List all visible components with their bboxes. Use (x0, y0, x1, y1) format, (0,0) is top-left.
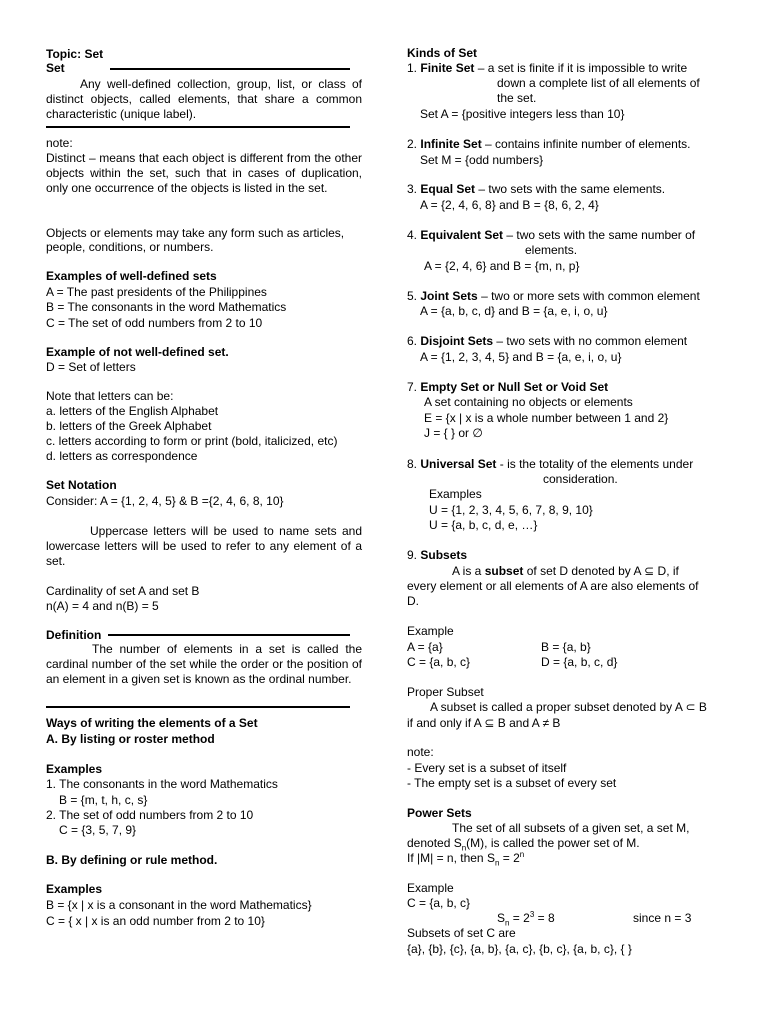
power-sets-heading: Power Sets (407, 806, 472, 820)
divider (46, 126, 350, 128)
kind-number: 8. (407, 457, 418, 471)
letters-item: a. letters of the English Alphabet (46, 404, 219, 418)
definition-text: The number of elements in a set is called the cardinal number of the set while the order or the position of an element in a given set is known as the ordinal number. (46, 642, 362, 686)
kind-disjoint (407, 334, 687, 349)
consider-line: Consider: A = {1, 2, 4, 5} & B ={2, 4, 6, 8, 10} (46, 494, 284, 508)
power-sets-text: If |M| = n, then $S_n = 2^n$ (407, 850, 525, 868)
kind-text: elements. (525, 243, 578, 257)
power-sets-text: denoted $S_n(M)$, is called the power set of M. (407, 836, 640, 853)
subset-definition: D. (407, 594, 419, 608)
kind-text: – a set is finite if it is impossible to write (477, 61, 688, 75)
kind-title: Finite Set (420, 61, 475, 75)
kind-text: consideration. (543, 472, 618, 486)
kind-example: Set A = {positive integers less than 10} (420, 107, 625, 121)
kind-equal (407, 182, 665, 197)
example-label: Example (407, 881, 454, 895)
rule-example: C = { x | x is an odd number from 2 to 10} (46, 914, 265, 928)
not-well-defined-heading: Example of not well-defined set. (46, 345, 229, 359)
objects-line: people, conditions, or numbers. (46, 240, 214, 254)
examples-label: Examples (46, 882, 103, 896)
uppercase-note: Uppercase letters will be used to name sets and lowercase letters will be used to refer to any element of a set. (46, 524, 362, 568)
examples-label: Examples (429, 487, 482, 501)
divider (46, 706, 350, 708)
kind-example: A = {2, 4, 6, 8} and B = {8, 6, 2, 4} (420, 198, 599, 212)
examples-label: Examples (46, 762, 103, 776)
kind-infinite (407, 137, 691, 152)
kind-text: A set containing no objects or elements (424, 395, 633, 409)
kind-number: 5. (407, 289, 418, 303)
kind-title: Empty Set or Null Set or Void Set (420, 380, 609, 394)
subset-example: D = {a, b, c, d} (541, 655, 618, 669)
kind-universal (407, 457, 693, 472)
kind-text: – two sets with no common element (496, 334, 688, 348)
power-sets-text: The set of all subsets of a given set, a set M, (452, 821, 690, 835)
distinct-note: Distinct – means that each object is different from the other objects within the set, such that in cases of duplication, only one occurrence of the objects is listed in the set. (46, 151, 362, 195)
kind-text: – two sets with the same elements. (478, 182, 666, 196)
kind-number: 3. (407, 182, 418, 196)
kind-number: 1. (407, 61, 418, 75)
well-defined-item: C = The set of odd numbers from 2 to 10 (46, 316, 263, 330)
kind-title: Infinite Set (420, 137, 482, 151)
letters-item: c. letters according to form or print (bold, italicized, etc) (46, 434, 338, 448)
kind-number: 6. (407, 334, 418, 348)
note-item: - Every set is a subset of itself (407, 761, 567, 775)
kind-example: A = {a, b, c, d} and B = {a, e, i, o, u} (420, 304, 608, 318)
topic-title: Topic: Set (46, 47, 104, 61)
kind-title: Joint Sets (420, 289, 478, 303)
not-well-defined-item: D = Set of letters (46, 360, 136, 374)
note-label: note: (407, 745, 434, 759)
set-notation-heading: Set Notation (46, 478, 117, 492)
kind-subsets (407, 548, 467, 563)
kind-empty (407, 380, 608, 395)
letters-item: b. letters of the Greek Alphabet (46, 419, 212, 433)
subset-definition: A is a subset of set D denoted by A ⊆ D, if (452, 564, 679, 578)
kind-text: – two sets with the same number of (506, 228, 696, 242)
kind-joint (407, 289, 700, 304)
kinds-heading: Kinds of Set (407, 46, 478, 60)
roster-example: 2. The set of odd numbers from 2 to 10 (46, 808, 254, 822)
kind-text: the set. (497, 91, 537, 105)
rule-example: B = {x | x is a consonant in the word Mathematics} (46, 898, 312, 912)
proper-subset-text: A subset is called a proper subset denoted by A ⊂ B (430, 700, 707, 714)
kind-equivalent (407, 228, 695, 243)
kind-example: U = {1, 2, 3, 4, 5, 6, 7, 8, 9, 10} (429, 503, 593, 517)
roster-example-set: C = {3, 5, 7, 9} (59, 823, 137, 837)
roster-example: 1. The consonants in the word Mathematics (46, 777, 278, 791)
power-example-since: since n = 3 (633, 911, 692, 925)
power-example: Subsets of set C are (407, 926, 516, 940)
definition-heading: Definition (46, 628, 102, 642)
set-heading: Set (46, 61, 65, 75)
cardinality-line: Cardinality of set A and set B (46, 584, 200, 598)
kind-text: down a complete list of all elements of (497, 76, 700, 90)
example-label: Example (407, 624, 454, 638)
set-definition: Any well-defined collection, group, list, or class of distinct objects, called elements, that share a common characteristic (unique label). (46, 77, 362, 121)
rule-heading: B. By defining or rule method. (46, 853, 218, 867)
kind-number: 9. (407, 548, 418, 562)
well-defined-item: B = The consonants in the word Mathematics (46, 300, 287, 314)
kind-text: – contains infinite number of elements. (485, 137, 691, 151)
kind-example: E = {x | x is a whole number between 1 and 2} (424, 411, 669, 425)
kind-number: 2. (407, 137, 418, 151)
cardinality-line: n(A) = 4 and n(B) = 5 (46, 599, 159, 613)
note-item: - The empty set is a subset of every set (407, 776, 617, 790)
kind-example: J = { } or ∅ (424, 426, 483, 440)
letters-item: d. letters as correspondence (46, 449, 198, 463)
kind-example: U = {a, b, c, d, e, …} (429, 518, 538, 532)
well-defined-heading: Examples of well-defined sets (46, 269, 217, 283)
kind-example: Set M = {odd numbers} (420, 153, 544, 167)
kind-number: 7. (407, 380, 418, 394)
kind-title: Subsets (420, 548, 468, 562)
kind-number: 4. (407, 228, 418, 242)
subset-definition: every element or all elements of A are also elements of (407, 579, 699, 593)
subset-example: C = {a, b, c} (407, 655, 471, 669)
kind-text: – two or more sets with common element (481, 289, 700, 303)
kind-example: A = {2, 4, 6} and B = {m, n, p} (424, 259, 580, 273)
subset-example: A = {a} (407, 640, 443, 654)
roster-example-set: B = {m, t, h, c, s} (59, 793, 148, 807)
kind-finite (407, 61, 687, 76)
roster-heading: A. By listing or roster method (46, 732, 215, 746)
note-label: note: (46, 136, 73, 150)
kind-title: Equal Set (420, 182, 476, 196)
kind-text: - is the totality of the elements under (499, 457, 694, 471)
divider (110, 68, 350, 70)
divider (108, 634, 350, 636)
subset-example: B = {a, b} (541, 640, 591, 654)
ways-heading: Ways of writing the elements of a Set (46, 716, 258, 730)
letters-intro: Note that letters can be: (46, 389, 174, 403)
power-example-formula: $S_n = 2^3 = 8$ (497, 910, 555, 928)
kind-title: Universal Set (420, 457, 497, 471)
objects-line: Objects or elements may take any form such as articles, (46, 226, 345, 240)
proper-subset-text: if and only if A ⊆ B and A ≠ B (407, 716, 561, 730)
power-example: C = {a, b, c} (407, 896, 471, 910)
kind-title: Equivalent Set (420, 228, 504, 242)
proper-subset-heading: Proper Subset (407, 685, 484, 699)
well-defined-item: A = The past presidents of the Philippines (46, 285, 267, 299)
power-example-subsets: {a}, {b}, {c}, {a, b}, {a, c}, {b, c}, {a, b, c}, { } (407, 942, 632, 956)
kind-title: Disjoint Sets (420, 334, 494, 348)
kind-example: A = {1, 2, 3, 4, 5} and B = {a, e, i, o, u} (420, 350, 622, 364)
